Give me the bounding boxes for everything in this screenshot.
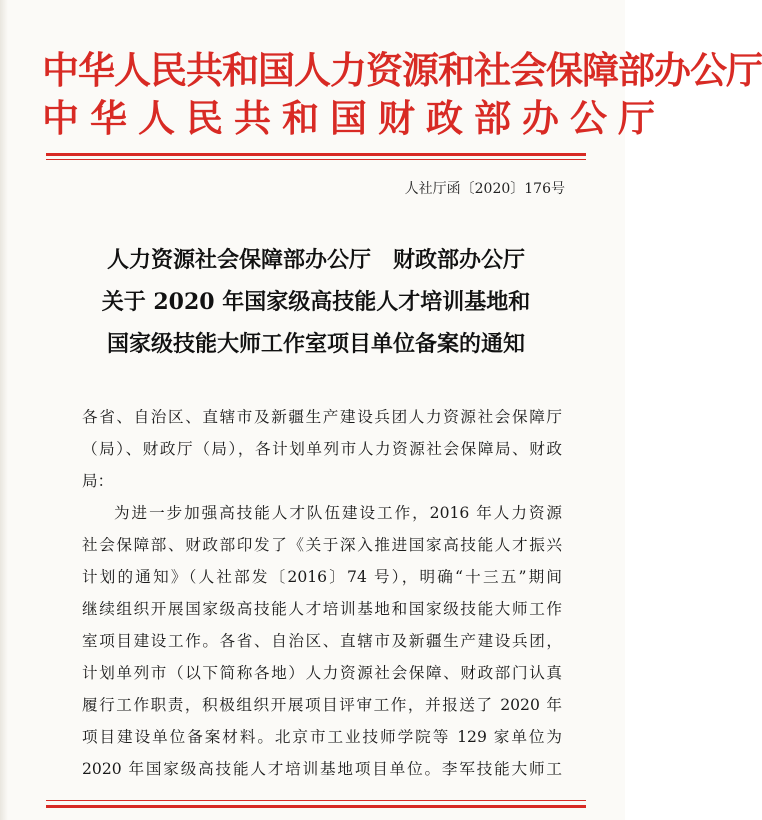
addressee-line: （局）、财政厅（局），各计划单列市人力资源社会保障局、财政 [82, 440, 562, 458]
body-paragraph-line: 履行工作职责，积极组织开展项目评审工作，并报送了 2020 年 [82, 696, 562, 714]
footer-divider-thin [46, 800, 586, 801]
addressee-line: 局： [82, 472, 114, 490]
issuer-header-line-2: 中华人民共和国财政部办公厅 [42, 96, 666, 140]
body-paragraph-line: 社会保障部、财政部印发了《关于深入推进国家高技能人才振兴 [82, 536, 562, 554]
page-edge-shadow [0, 0, 8, 820]
body-paragraph-line: 计划的通知》（人社部发〔2016〕74 号），明确“十三五”期间 [82, 568, 562, 586]
header-divider-thick [46, 153, 586, 156]
document-title-line-3: 国家级技能大师工作室项目单位备案的通知 [106, 331, 525, 357]
document-title-line-2: 关于 2020 年国家级高技能人才培训基地和 [101, 289, 531, 315]
body-paragraph-line: 计划单列市（以下简称各地）人力资源社会保障、财政部门认真 [82, 664, 562, 682]
document-number: 人社厅函〔2020〕176号 [404, 181, 565, 197]
body-paragraph-line: 为进一步加强高技能人才队伍建设工作，2016 年人力资源 [114, 504, 562, 522]
document-title-line-1: 人力资源社会保障部办公厅 财政部办公厅 [106, 247, 525, 273]
footer-divider-thick [46, 805, 586, 808]
addressee-line: 各省、自治区、直辖市及新疆生产建设兵团人力资源社会保障厅 [82, 408, 562, 426]
issuer-header-line-1: 中华人民共和国人力资源和社会保障部办公厅 [42, 48, 762, 92]
body-paragraph-line: 项目建设单位备案材料。北京市工业技师学院等 129 家单位为 [82, 728, 562, 746]
body-paragraph-line: 室项目建设工作。各省、自治区、直辖市及新疆生产建设兵团， [82, 632, 562, 650]
body-paragraph-line: 继续组织开展国家级高技能人才培训基地和国家级技能大师工作 [82, 600, 562, 618]
header-divider-thin [46, 159, 586, 160]
body-paragraph-line: 2020 年国家级高技能人才培训基地项目单位。李军技能大师工 [82, 760, 562, 778]
